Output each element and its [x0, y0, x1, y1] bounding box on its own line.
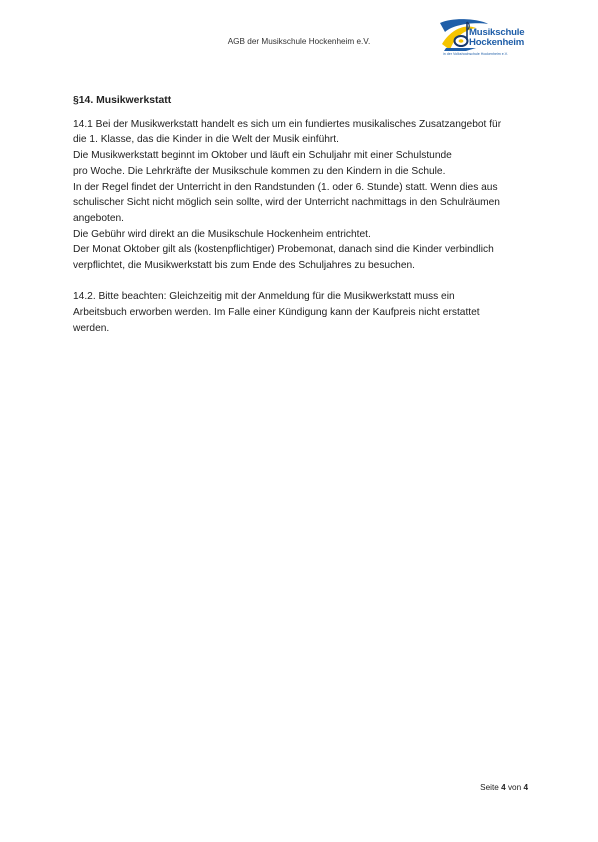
text-line: 14.1 Bei der Musikwerkstatt handelt es sich um ein fundiertes musikalisches Zusatzangebot für	[73, 118, 502, 130]
text-line: Die Gebühr wird direkt an die Musikschule Hockenheim entrichtet.	[73, 228, 371, 240]
text-line: Die Musikwerkstatt beginnt im Oktober und läuft ein Schuljahr mit einer Schulstunde	[73, 150, 452, 162]
section-content	[73, 93, 543, 337]
text-line: angeboten.	[73, 212, 124, 224]
document-header-title: AGB der Musikschule Hockenheim e.V.	[227, 37, 371, 46]
section-title: §14. Musikwerkstatt	[73, 95, 172, 106]
page-separator: von	[507, 783, 522, 792]
logo-subtitle: in der Volkshochschule Hockenheim e.V.	[443, 52, 508, 56]
text-line: Der Monat Oktober gilt als (kostenpflichtiger) Probemonat, danach sind die Kinder verbindlich	[73, 244, 494, 256]
paragraph-spacer	[73, 274, 543, 290]
page-label: Seite	[480, 783, 499, 792]
paragraph-14-2	[73, 289, 543, 336]
text-line: verpflichtet, die Musikwerkstatt bis zum Ende des Schuljahres zu besuchen.	[73, 260, 416, 272]
text-line: In der Regel findet der Unterricht in den Randstunden (1. oder 6. Stunde) statt. Wenn dies aus	[73, 181, 498, 193]
text-line: 14.2. Bitte beachten: Gleichzeitig mit der Anmeldung für die Musikwerkstatt muss ein	[73, 291, 455, 303]
text-line: Arbeitsbuch erworben werden. Im Falle einer Kündigung kann der Kaufpreis nicht erstattet	[73, 307, 480, 319]
text-line: werden.	[73, 322, 110, 334]
text-line: pro Woche. Die Lehrkräfte der Musikschule kommen zu den Kindern in die Schule.	[73, 165, 446, 177]
text-line: schulischer Sicht nicht möglich sein sollte, wird der Unterricht nachmittags in den Schulräumen	[73, 197, 500, 209]
page-number	[480, 783, 528, 792]
logo-name-line2: Hockenheim	[469, 37, 525, 48]
page-current: 4	[501, 783, 506, 792]
page-total: 4	[523, 783, 528, 792]
logo-name-line1: Musikschule	[469, 27, 525, 38]
paragraph-14-1	[73, 117, 543, 274]
text-line: die 1. Klasse, das die Kinder in die Welt der Musik einführt.	[73, 134, 339, 146]
musikschule-logo	[436, 18, 540, 64]
